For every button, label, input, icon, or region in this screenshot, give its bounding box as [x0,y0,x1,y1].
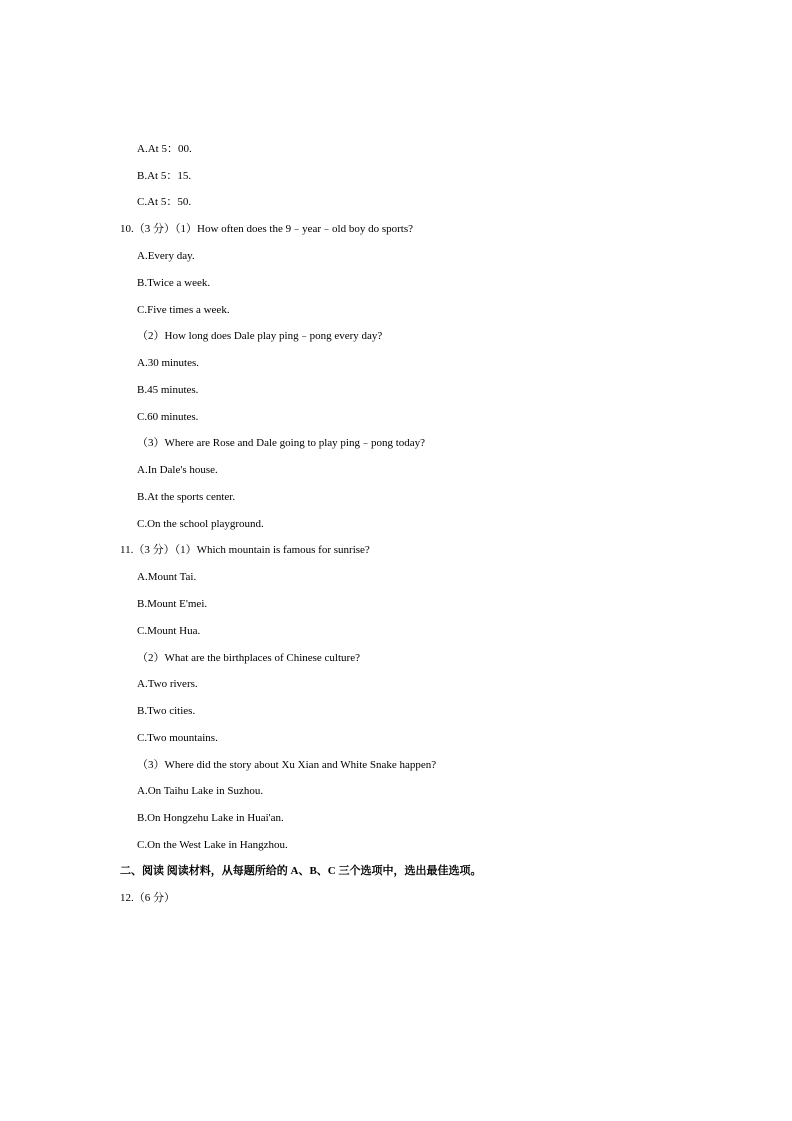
q11-3-option-b: B.On Hongzehu Lake in Huai'an. [137,812,284,824]
q10-3-option-b: B.At the sports center. [137,491,236,503]
q11-heading: 11.（3 分）（1）Which mountain is famous for sunrise? [120,544,370,556]
q10-2-question: （2）How long does Dale play ping﹣pong every day? [137,330,383,342]
q10-1-option-a: A.Every day. [137,250,195,262]
q10-1-option-c: C.Five times a week. [137,304,230,316]
q12-heading: 12.（6 分） [120,892,175,904]
section-heading-reading: 二、阅读 阅读材料，从每题所给的 A、B、C 三个选项中，选出最佳选项。 [120,865,482,877]
q10-2-option-c: C.60 minutes. [137,411,199,423]
q11-1-option-a: A.Mount Tai. [137,571,197,583]
q10-3-option-a: A.In Dale's house. [137,464,218,476]
q10-2-option-a: A.30 minutes. [137,357,200,369]
q11-3-option-a: A.On Taihu Lake in Suzhou. [137,785,264,797]
q9-option-a: A.At 5：00. [137,143,192,155]
q11-1-option-c: C.Mount Hua. [137,625,201,637]
q10-1-option-b: B.Twice a week. [137,277,211,289]
q11-1-option-b: B.Mount E'mei. [137,598,208,610]
q9-option-c: C.At 5：50. [137,196,192,208]
q10-heading: 10.（3 分）（1）How often does the 9﹣year﹣old boy do sports? [120,223,413,235]
q11-2-option-b: B.Two cities. [137,705,196,717]
q10-3-question: （3）Where are Rose and Dale going to play ping﹣pong today? [137,437,426,449]
q11-2-option-a: A.Two rivers. [137,678,198,690]
q11-2-question: （2）What are the birthplaces of Chinese culture? [137,652,360,664]
q11-3-question: （3）Where did the story about Xu Xian and White Snake happen? [137,759,437,771]
q11-3-option-c: C.On the West Lake in Hangzhou. [137,839,288,851]
q11-2-option-c: C.Two mountains. [137,732,218,744]
q9-option-b: B.At 5：15. [137,170,192,182]
q10-2-option-b: B.45 minutes. [137,384,199,396]
q10-3-option-c: C.On the school playground. [137,518,264,530]
